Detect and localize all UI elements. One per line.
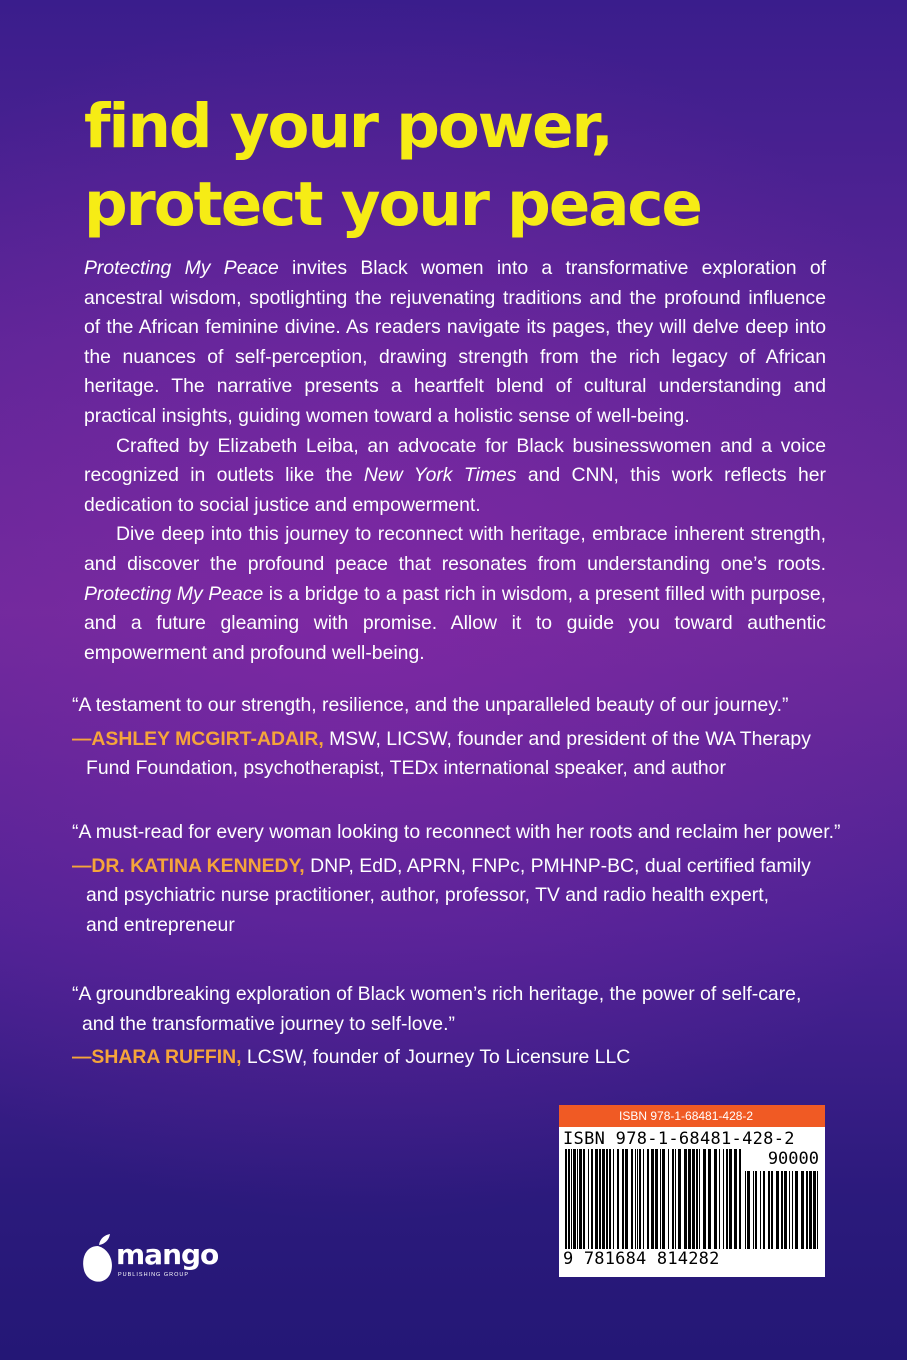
barcode-bar <box>792 1171 793 1249</box>
endorsement-quote-line-2: and the transformative journey to self-love.” <box>82 1012 455 1035</box>
barcode-bar <box>606 1149 608 1249</box>
description-text: and CNN, this work reflects her dedication to social justice and empowerment. <box>84 464 826 516</box>
barcode-bar <box>639 1149 641 1249</box>
barcode-bar <box>781 1171 783 1249</box>
endorser-name: —SHARA RUFFIN, <box>72 1046 242 1068</box>
publication-title-italic: New York Times <box>363 464 517 487</box>
endorsement-2 <box>72 818 842 940</box>
barcode-bar <box>723 1149 724 1249</box>
endorsement-quote: “A must-read for every woman looking to reconnect with her roots and reclaim her power.” <box>72 821 841 843</box>
barcode-bar <box>668 1149 669 1249</box>
endorser-credentials-cont: and entrepreneur <box>86 913 235 936</box>
endorser-credentials-cont: and psychiatric nurse practitioner, author, professor, TV and radio health expert, <box>86 884 770 906</box>
barcode-bar <box>588 1149 589 1249</box>
barcode-bar <box>714 1149 717 1249</box>
barcode-bar <box>660 1149 661 1249</box>
barcode-bar <box>675 1149 676 1249</box>
publisher-logo <box>78 1232 248 1292</box>
endorser-credentials: DNP, EdD, APRN, FNPc, PMHNP-BC, dual certified family <box>304 854 811 877</box>
barcode-bar <box>599 1149 601 1249</box>
barcode-bar <box>622 1149 624 1249</box>
barcode-bars <box>565 1149 741 1249</box>
barcode-bar <box>579 1149 582 1249</box>
barcode-bar <box>672 1149 674 1249</box>
headline-line-2: protect your peace <box>84 169 701 240</box>
book-description <box>84 254 826 668</box>
barcode-bar <box>784 1171 787 1249</box>
barcode-bar <box>760 1171 761 1249</box>
barcode-bar <box>613 1149 614 1249</box>
barcode-bar <box>789 1171 790 1249</box>
barcode-bar <box>755 1171 757 1249</box>
addon-barcode-bars <box>745 1171 819 1249</box>
description-text: Crafted by Elizabeth Leiba, an advocate for Black businesswomen and a voice recognized in outlets like the <box>84 434 826 487</box>
isbn-barcode <box>559 1105 825 1277</box>
barcode-bar <box>577 1149 578 1249</box>
barcode-bar <box>591 1149 593 1249</box>
endorsement-quote-line-1: “A groundbreaking exploration of Black women’s rich heritage, the power of self-care, <box>72 983 802 1005</box>
endorser-credentials: LCSW, founder of Journey To Licensure LLC <box>241 1046 631 1068</box>
barcode-bar <box>692 1149 695 1249</box>
endorsement-attribution <box>72 725 842 784</box>
barcode-bar <box>643 1149 644 1249</box>
barcode-bar <box>703 1149 706 1249</box>
barcode-bar <box>688 1149 691 1249</box>
barcode-bar <box>729 1149 732 1249</box>
barcode-bar <box>662 1149 665 1249</box>
barcode-bar <box>747 1171 750 1249</box>
barcode-bar <box>684 1149 687 1249</box>
endorsement-quote <box>72 980 842 1039</box>
description-text: invites Black women into a transformative exploration of ancestral wisdom, spotlighting the rejuvenating traditions and the profound influence of the African feminine divine. As readers navigate its pages, they will delve deep into the nuances of self-perception, drawing strength from the rich legacy of African heritage. The narrative presents a heartfelt blend of cultural understanding and practical insights, guiding women toward a holistic sense of well-being. <box>84 257 826 427</box>
barcode-bar <box>813 1171 816 1249</box>
barcode-bar <box>753 1171 754 1249</box>
barcode-bar <box>739 1149 741 1249</box>
barcode-bar <box>719 1149 720 1249</box>
barcode-bar <box>595 1149 598 1249</box>
barcode-bar <box>637 1149 638 1249</box>
publisher-name: mango <box>116 1238 219 1271</box>
barcode-bar <box>699 1149 700 1249</box>
barcode-bar <box>768 1171 770 1249</box>
isbn-digits: 9 781684 814282 <box>563 1249 720 1269</box>
barcode-bar <box>651 1149 654 1249</box>
endorsement-attribution <box>72 852 842 941</box>
endorser-name: —ASHLEY MCGIRT-ADAIR, <box>72 727 324 750</box>
price-code: 90000 <box>767 1149 819 1169</box>
endorser-name: —DR. KATINA KENNEDY, <box>72 854 305 877</box>
endorsement-3 <box>72 980 842 1073</box>
description-paragraph-2 <box>84 432 826 521</box>
description-text: Dive deep into this journey to reconnect with heritage, embrace inherent strength, and discover the profound peace that resonates from understanding one’s roots. <box>84 523 826 575</box>
barcode-bar <box>602 1149 605 1249</box>
barcode-bar <box>609 1149 611 1249</box>
barcode-bar <box>696 1149 698 1249</box>
description-text: is a bridge to a past rich in wisdom, a present filled with purpose, and a future gleaming with promise. Allow it to guide you toward authentic empowerment and profound well-being. <box>84 582 826 664</box>
barcode-bar <box>734 1149 737 1249</box>
barcode-bar <box>655 1149 658 1249</box>
mango-fruit-icon <box>78 1232 118 1286</box>
endorsement-1 <box>72 691 842 784</box>
headline-line-1: find your power, <box>84 91 612 162</box>
barcode-bar <box>726 1149 728 1249</box>
book-title-italic: Protecting My Peace <box>84 582 264 605</box>
barcode-bar <box>817 1171 818 1249</box>
barcode-bar <box>763 1171 765 1249</box>
book-title-italic: Protecting My Peace <box>84 257 279 279</box>
barcode-bar <box>745 1171 746 1249</box>
publisher-tagline: PUBLISHING GROUP <box>118 1272 190 1278</box>
isbn-label: ISBN 978-1-68481-428-2 <box>563 1129 795 1149</box>
description-paragraph-1 <box>84 254 826 432</box>
barcode-bar <box>809 1171 812 1249</box>
barcode-bar <box>631 1149 633 1249</box>
barcode-bar <box>806 1171 808 1249</box>
barcode-bar <box>776 1171 779 1249</box>
barcode-bar <box>795 1171 798 1249</box>
barcode-bar <box>617 1149 619 1249</box>
barcode-bar <box>571 1149 572 1249</box>
barcode-bar <box>583 1149 585 1249</box>
headline <box>84 88 864 244</box>
barcode-bar <box>568 1149 570 1249</box>
endorsement-attribution <box>72 1043 842 1073</box>
isbn-band: ISBN 978-1-68481-428-2 <box>559 1105 825 1127</box>
barcode-bar <box>573 1149 576 1249</box>
barcode-bar <box>801 1171 804 1249</box>
description-paragraph-3 <box>84 520 826 668</box>
endorser-credentials-cont: Fund Foundation, psychotherapist, TEDx international speaker, and author <box>86 757 726 779</box>
barcode-bar <box>678 1149 681 1249</box>
barcode-bar <box>771 1171 773 1249</box>
endorsement-quote: “A testament to our strength, resilience, and the unparalleled beauty of our journey.” <box>72 694 789 716</box>
barcode-bar <box>635 1149 636 1249</box>
endorser-credentials: MSW, LICSW, founder and president of the WA Therapy <box>323 727 811 750</box>
barcode-bar <box>647 1149 649 1249</box>
barcode-bar <box>625 1149 628 1249</box>
barcode-bar <box>565 1149 567 1249</box>
barcode-bar <box>708 1149 711 1249</box>
